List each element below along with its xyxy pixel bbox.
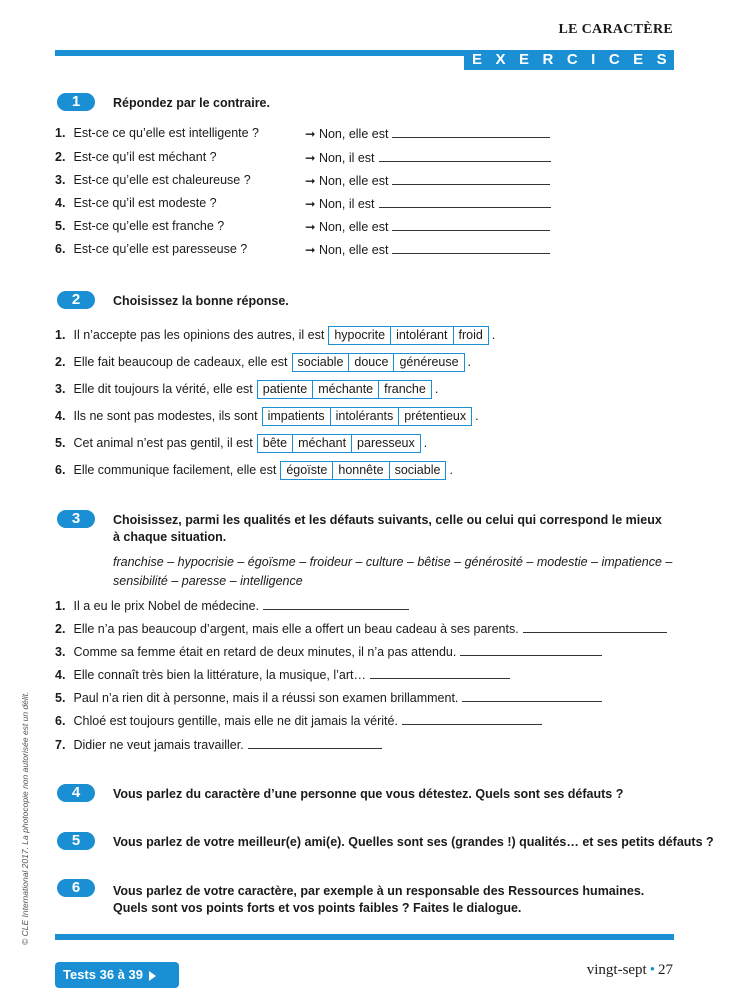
ex3-item-5[interactable]: 5. Paul n’a rien dit à personne, mais il a réussi son examen brillamment. bbox=[55, 689, 602, 706]
choice-option[interactable]: prétentieux bbox=[398, 408, 471, 425]
ex3-item-1[interactable]: 1. Il a eu le prix Nobel de médecine. bbox=[55, 597, 409, 614]
ex2-item-4: 4. Ils ne sont pas modestes, ils sont impatients intolérants prétentieux . bbox=[55, 407, 479, 426]
ex1-question-1: 1. Est-ce ce qu’elle est intelligente ? bbox=[55, 126, 260, 140]
ex2-item-1: 1. Il n’accepte pas les opinions des autres, il est hypocrite intolérant froid . bbox=[55, 326, 495, 345]
ex3-item-6[interactable]: 6. Chloé est toujours gentille, mais elle ne dit jamais la vérité. bbox=[55, 712, 542, 729]
choice-option[interactable]: hypocrite bbox=[334, 328, 386, 342]
word-list: franchise – hypocrisie – égoïsme – froideur – culture – bêtise – générosité – modestie – impatience – sensibilité – paresse – intelligence bbox=[113, 555, 673, 588]
ex1-answer-6[interactable]: ➞ Non, elle est bbox=[305, 241, 550, 258]
ex2-item-6: 6. Elle communique facilement, elle est égoïste honnête sociable . bbox=[55, 461, 453, 480]
choice-option[interactable]: généreuse bbox=[393, 354, 463, 371]
page-number: vingt-sept • 27 bbox=[586, 962, 673, 978]
ex1-answer-1[interactable]: ➞ Non, elle est bbox=[305, 125, 550, 142]
answer-blank bbox=[460, 643, 602, 656]
section-label: EXERCICES bbox=[464, 50, 674, 70]
ex3-item-2[interactable]: 2. Elle n’a pas beaucoup d’argent, mais elle a offert un beau cadeau à ses parents. bbox=[55, 620, 667, 637]
ex2-item-3: 3. Elle dit toujours la vérité, elle est patiente méchante franche . bbox=[55, 380, 438, 399]
ex2-item-5: 5. Cet animal n’est pas gentil, il est bête méchant paresseux . bbox=[55, 434, 427, 453]
ex1-answer-4[interactable]: ➞ Non, il est bbox=[305, 195, 551, 212]
ex3-item-4[interactable]: 4. Elle connaît très bien la littérature, la musique, l’art… bbox=[55, 666, 510, 683]
chapter-title: LE CARACTÈRE bbox=[558, 22, 673, 37]
choice-option[interactable]: franche bbox=[378, 381, 431, 398]
ex3-item-3[interactable]: 3. Comme sa femme était en retard de deux minutes, il n’a pas attendu. bbox=[55, 643, 602, 660]
copyright-notice: © CLE International 2017. La photocopie non autorisée est un délit. bbox=[20, 691, 30, 945]
answer-blank bbox=[523, 620, 667, 633]
ex1-answer-5[interactable]: ➞ Non, elle est bbox=[305, 218, 550, 235]
answer-blank bbox=[379, 195, 551, 208]
choice-group bbox=[292, 353, 465, 372]
ex1-question-2: 2. Est-ce qu’il est méchant ? bbox=[55, 150, 217, 164]
exercise-3-title: Choisissez, parmi les qualités et les défauts suivants, celle ou celui qui correspond le mieux à chaque situation. bbox=[113, 513, 662, 544]
answer-blank bbox=[263, 597, 409, 610]
bottom-rule bbox=[55, 934, 674, 940]
tests-link-button[interactable] bbox=[55, 962, 179, 988]
tests-label: Tests 36 à 39 bbox=[63, 967, 143, 982]
choice-option[interactable]: froid bbox=[453, 327, 488, 344]
answer-blank bbox=[392, 218, 550, 231]
ex1-question-6: 6. Est-ce qu’elle est paresseuse ? bbox=[55, 242, 248, 256]
choice-option[interactable]: impatients bbox=[267, 409, 325, 423]
ex1-question-3: 3. Est-ce qu’elle est chaleureuse ? bbox=[55, 173, 251, 187]
choice-option[interactable]: intolérants bbox=[330, 408, 399, 425]
choice-option[interactable]: sociable bbox=[389, 462, 446, 479]
choice-option[interactable]: méchant bbox=[292, 435, 351, 452]
exercise-3-badge: 3 bbox=[57, 510, 95, 528]
exercise-6-badge: 6 bbox=[57, 879, 95, 897]
choice-option[interactable]: paresseux bbox=[351, 435, 420, 452]
choice-option[interactable]: douce bbox=[348, 354, 393, 371]
choice-option[interactable]: bête bbox=[262, 436, 288, 450]
choice-group bbox=[328, 326, 489, 345]
choice-option[interactable]: sociable bbox=[297, 355, 344, 369]
answer-blank bbox=[392, 241, 550, 254]
exercise-5-title: Vous parlez de votre meilleur(e) ami(e). Quelles sont ses (grandes !) qualités… et ses petits défauts ? bbox=[113, 835, 714, 849]
answer-blank bbox=[379, 149, 551, 162]
ex3-item-7[interactable]: 7. Didier ne veut jamais travailler. bbox=[55, 736, 382, 753]
exercise-1-badge: 1 bbox=[57, 93, 95, 111]
choice-group bbox=[257, 434, 421, 453]
choice-option[interactable]: méchante bbox=[312, 381, 378, 398]
ex1-answer-2[interactable]: ➞ Non, il est bbox=[305, 149, 551, 166]
exercise-5-badge: 5 bbox=[57, 832, 95, 850]
choice-group bbox=[257, 380, 432, 399]
choice-option[interactable]: honnête bbox=[332, 462, 388, 479]
answer-blank bbox=[462, 689, 602, 702]
choice-option[interactable]: égoïste bbox=[286, 463, 328, 477]
choice-group bbox=[262, 407, 473, 426]
play-arrow-icon bbox=[149, 971, 156, 981]
answer-blank bbox=[248, 736, 382, 749]
exercise-2-title: Choisissez la bonne réponse. bbox=[113, 294, 289, 308]
bullet-icon: • bbox=[649, 962, 655, 978]
exercise-4-title: Vous parlez du caractère d’une personne que vous détestez. Quels sont ses défauts ? bbox=[113, 787, 624, 801]
exercise-1-title: Répondez par le contraire. bbox=[113, 96, 270, 110]
exercise-6-title: Vous parlez de votre caractère, par exemple à un responsable des Ressources humaines. Quels sont vos points forts et vos points faibles ? Faites le dialogue. bbox=[113, 884, 645, 915]
exercise-4-badge: 4 bbox=[57, 784, 95, 802]
answer-blank bbox=[370, 666, 510, 679]
ex1-answer-3[interactable]: ➞ Non, elle est bbox=[305, 172, 550, 189]
exercise-2-badge: 2 bbox=[57, 291, 95, 309]
answer-blank bbox=[392, 125, 550, 138]
choice-group bbox=[280, 461, 446, 480]
answer-blank bbox=[402, 712, 542, 725]
answer-blank bbox=[392, 172, 550, 185]
ex1-question-4: 4. Est-ce qu’il est modeste ? bbox=[55, 196, 217, 210]
choice-option[interactable]: patiente bbox=[262, 382, 308, 396]
ex1-question-5: 5. Est-ce qu’elle est franche ? bbox=[55, 219, 225, 233]
choice-option[interactable]: intolérant bbox=[390, 327, 452, 344]
ex2-item-2: 2. Elle fait beaucoup de cadeaux, elle est sociable douce généreuse . bbox=[55, 353, 471, 372]
